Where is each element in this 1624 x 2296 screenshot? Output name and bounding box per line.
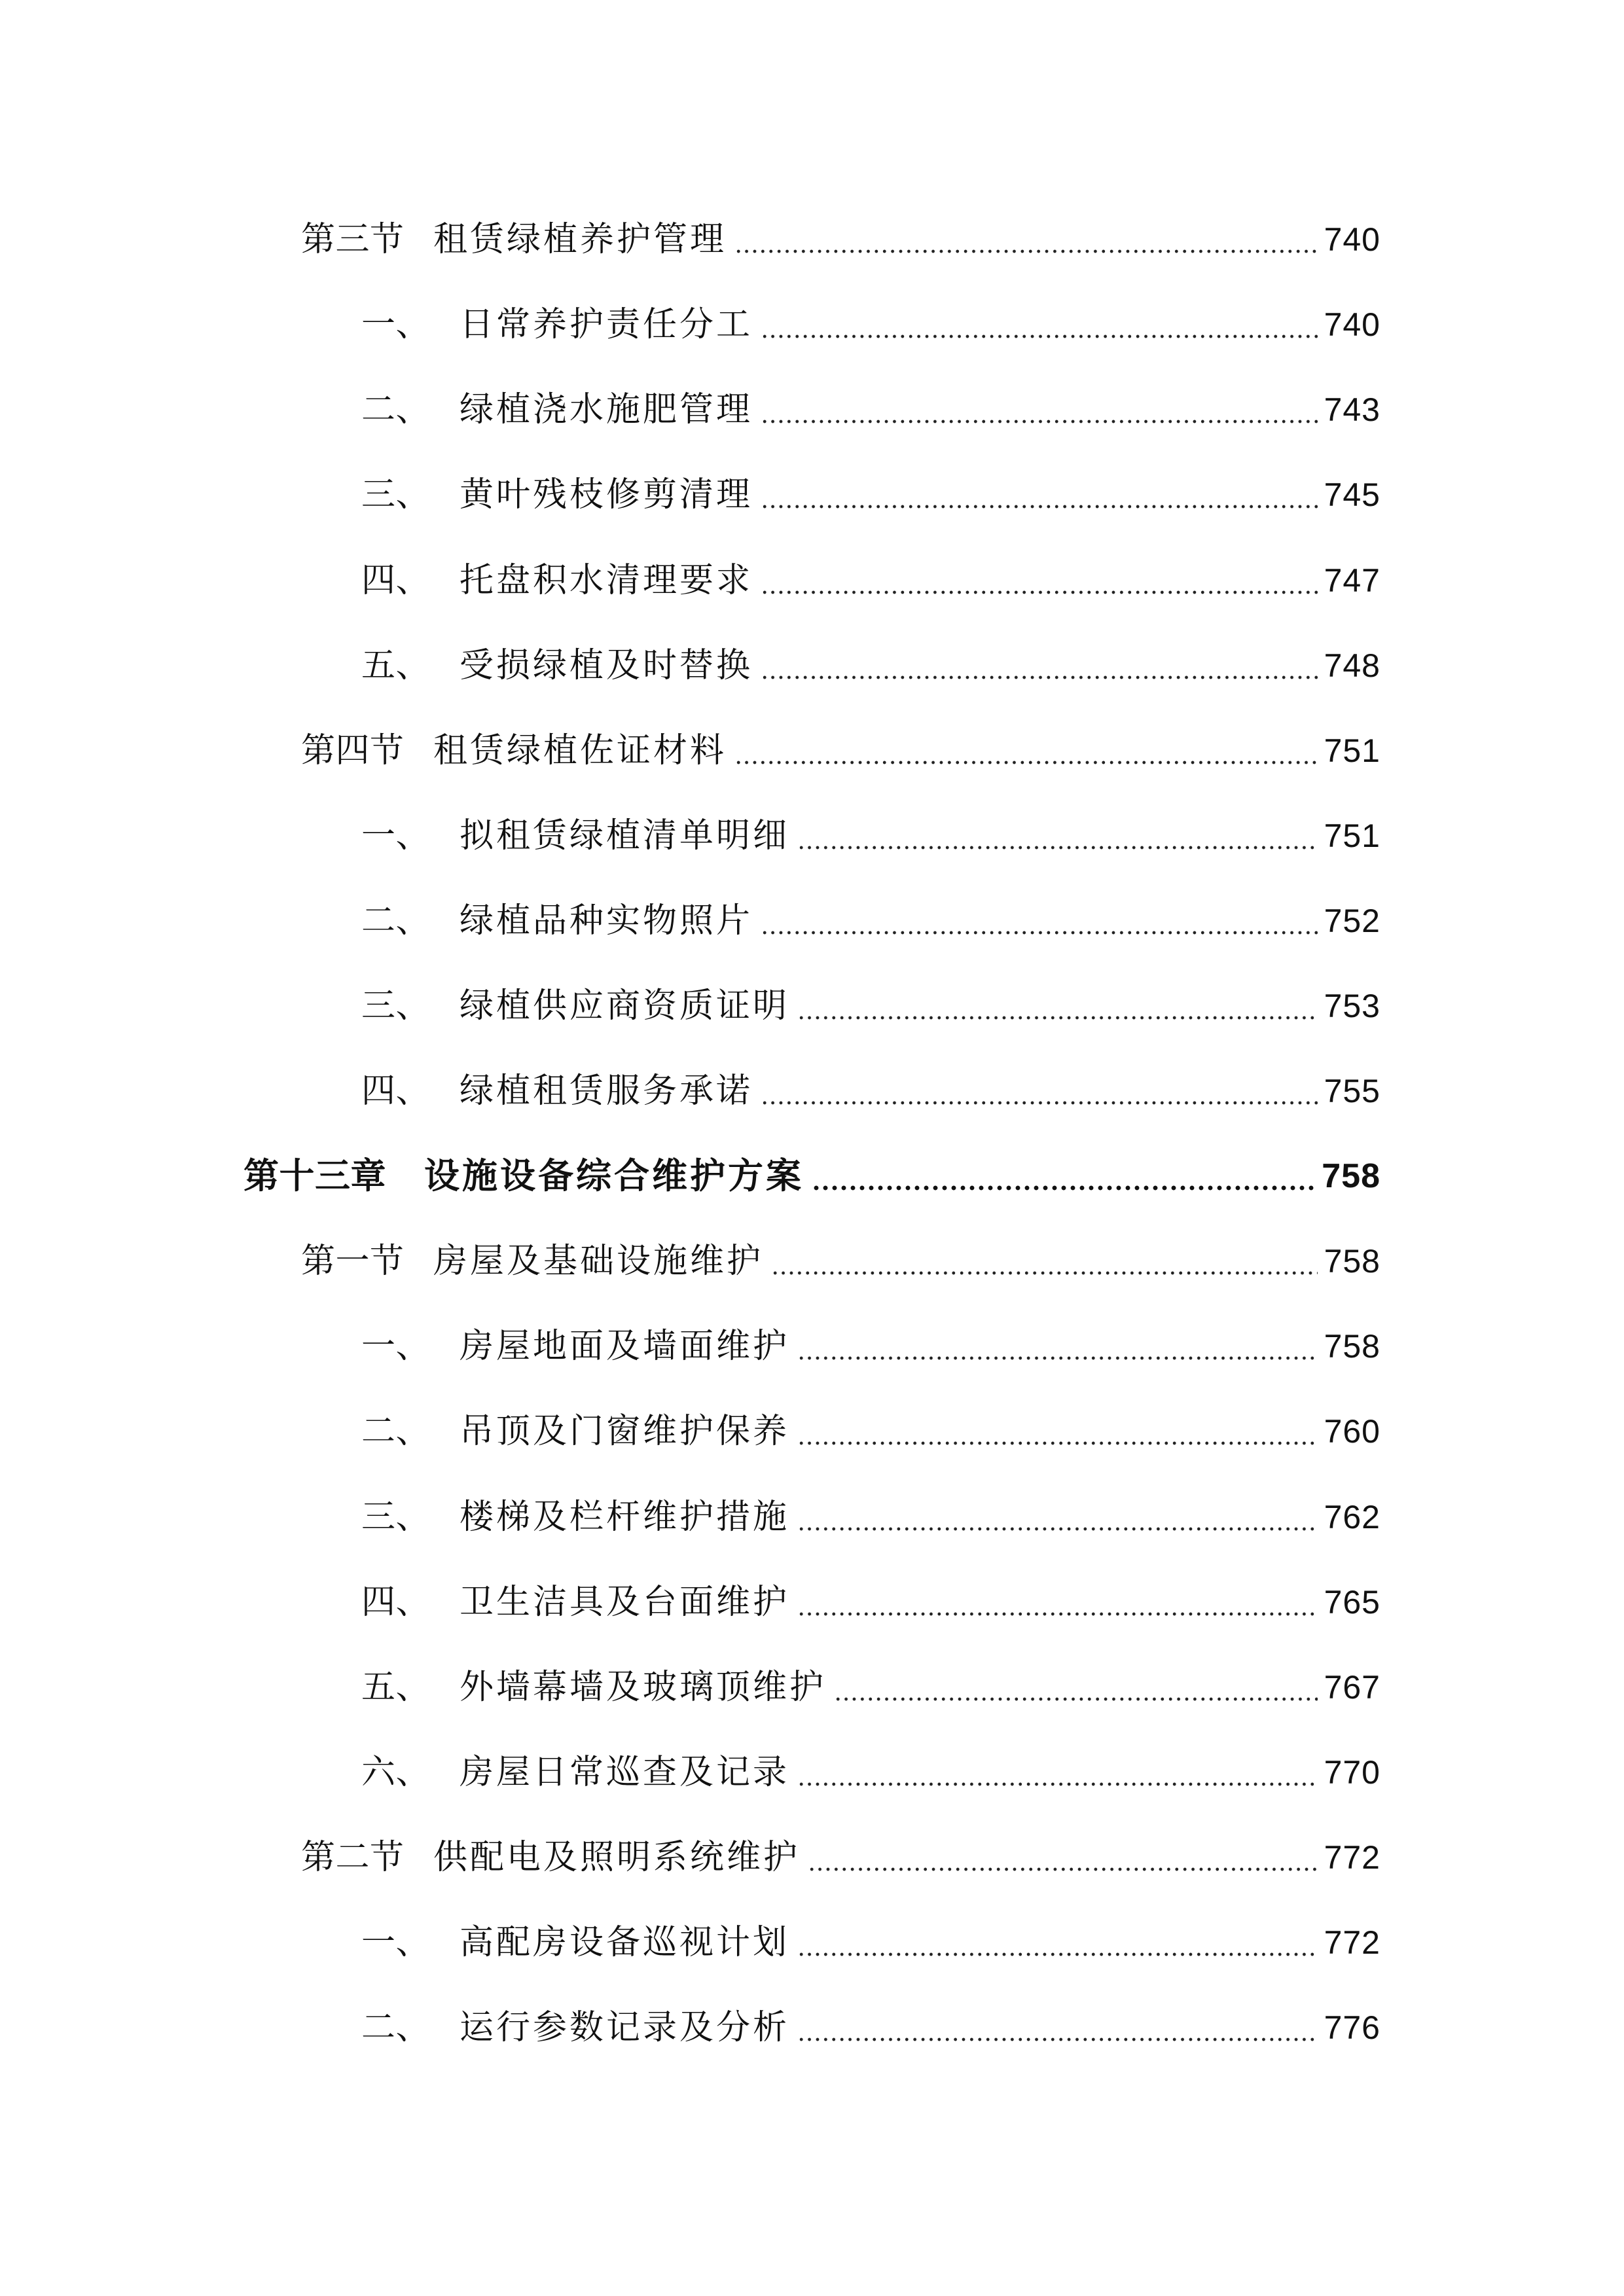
toc-entry-title: 租赁绿植养护管理 [433, 220, 727, 259]
toc-entry-page: 755 [1324, 1073, 1380, 1109]
toc-dot-leader [797, 1405, 1318, 1458]
toc-entry-title: 房屋地面及墙面维护 [460, 1327, 790, 1366]
toc-item-entry[interactable] [361, 639, 1380, 692]
toc-dot-leader [797, 2001, 1318, 2054]
toc-entry-number: 三、 [361, 1498, 431, 1537]
toc-entry-page: 772 [1324, 1839, 1380, 1876]
toc-dot-leader [797, 1491, 1318, 1543]
toc-entry-number: 二、 [361, 2008, 431, 2047]
toc-item-entry[interactable] [361, 2001, 1380, 2054]
toc-entry-page: 762 [1324, 1499, 1380, 1535]
toc-entry-title: 租赁绿植佐证材料 [433, 731, 727, 770]
toc-dot-leader [771, 1235, 1318, 1287]
toc-entry-page: 776 [1324, 2009, 1380, 2046]
toc-entry-number: 第四节 [301, 731, 405, 770]
toc-item-entry[interactable] [361, 1491, 1380, 1543]
toc-dot-leader [761, 298, 1318, 351]
toc-entry-number: 第十三章 [244, 1155, 386, 1196]
toc-entry-page: 760 [1324, 1413, 1380, 1450]
toc-item-entry[interactable] [361, 384, 1380, 436]
toc-entry-number: 三、 [361, 475, 431, 514]
toc-entry-page: 765 [1324, 1584, 1380, 1621]
toc-entry-number: 五、 [361, 1668, 431, 1707]
toc-entry-number: 一、 [361, 1327, 431, 1366]
toc-entry-number: 第二节 [301, 1838, 405, 1877]
toc-entry-number: 一、 [361, 305, 431, 344]
toc-item-entry[interactable] [361, 1320, 1380, 1372]
toc-item-entry[interactable] [361, 554, 1380, 607]
toc-entry-number: 二、 [361, 390, 431, 429]
toc-entry-page: 745 [1324, 476, 1380, 513]
toc-dot-leader [797, 810, 1318, 862]
toc-entry-number: 第三节 [301, 220, 405, 259]
toc-entry-number: 一、 [361, 816, 431, 855]
toc-section-entry[interactable] [301, 725, 1380, 777]
toc-entry-title: 供配电及照明系统维护 [433, 1838, 801, 1877]
toc-entry-number: 四、 [361, 561, 431, 600]
toc-section-entry[interactable] [301, 1235, 1380, 1287]
toc-dot-leader [761, 895, 1318, 947]
toc-entry-title: 绿植供应商资质证明 [460, 986, 790, 1026]
toc-entry-title: 外墙幕墙及玻璃顶维护 [460, 1668, 827, 1707]
toc-entry-title: 绿植租赁服务承诺 [460, 1071, 753, 1111]
toc-entry-number: 六、 [361, 1753, 431, 1792]
toc-dot-leader [797, 1576, 1318, 1628]
toc-dot-leader [797, 1746, 1318, 1799]
toc-entry-title: 高配房设备巡视计划 [460, 1923, 790, 1962]
toc-entry-title: 房屋及基础设施维护 [433, 1242, 764, 1281]
toc-item-entry[interactable] [361, 980, 1380, 1032]
toc-item-entry[interactable] [361, 1746, 1380, 1799]
toc-entry-number: 二、 [361, 901, 431, 941]
toc-entry-page: 758 [1324, 1243, 1380, 1280]
toc-entry-number: 三、 [361, 986, 431, 1026]
toc-item-entry[interactable] [361, 1661, 1380, 1713]
toc-dot-leader [797, 1320, 1318, 1372]
toc-dot-leader [812, 1150, 1315, 1202]
toc-dot-leader [797, 1916, 1318, 1969]
toc-dot-leader [761, 554, 1318, 607]
toc-entry-page: 740 [1324, 306, 1380, 343]
toc-entry-number: 四、 [361, 1071, 431, 1111]
toc-dot-leader [834, 1661, 1318, 1713]
toc-item-entry[interactable] [361, 810, 1380, 862]
toc-item-entry[interactable] [361, 1576, 1380, 1628]
toc-entry-title: 绿植品种实物照片 [460, 901, 753, 941]
toc-entry-number: 二、 [361, 1412, 431, 1451]
toc-entry-page: 751 [1324, 817, 1380, 854]
toc-entry-number: 四、 [361, 1583, 431, 1622]
toc-dot-leader [761, 639, 1318, 692]
toc-entry-title: 绿植浇水施肥管理 [460, 390, 753, 429]
toc-entry-title: 吊顶及门窗维护保养 [460, 1412, 790, 1451]
toc-entry-number: 一、 [361, 1923, 431, 1962]
toc-entry-page: 747 [1324, 562, 1380, 599]
toc-entry-title: 托盘积水清理要求 [460, 561, 753, 600]
toc-item-entry[interactable] [361, 469, 1380, 521]
toc-entry-page: 751 [1324, 732, 1380, 769]
toc-item-entry[interactable] [361, 1065, 1380, 1117]
toc-entry-page: 743 [1324, 391, 1380, 428]
toc-entry-page: 758 [1324, 1328, 1380, 1365]
toc-section-entry[interactable] [301, 1831, 1380, 1884]
toc-entry-title: 卫生洁具及台面维护 [460, 1583, 790, 1622]
toc-entry-page: 740 [1324, 221, 1380, 258]
toc-item-entry[interactable] [361, 298, 1380, 351]
toc-entry-title: 黄叶残枝修剪清理 [460, 475, 753, 514]
toc-entry-title: 拟租赁绿植清单明细 [460, 816, 790, 855]
toc-entry-title: 楼梯及栏杆维护措施 [460, 1498, 790, 1537]
toc-entry-page: 772 [1324, 1924, 1380, 1961]
toc-entry-title: 受损绿植及时替换 [460, 646, 753, 685]
toc-section-entry[interactable] [301, 213, 1380, 266]
toc-entry-number: 五、 [361, 646, 431, 685]
toc-entry-page: 753 [1324, 988, 1380, 1024]
toc-item-entry[interactable] [361, 895, 1380, 947]
toc-entry-title: 设施设备综合维护方案 [424, 1155, 804, 1196]
toc-entry-page: 752 [1324, 903, 1380, 939]
toc-entry-page: 758 [1322, 1157, 1380, 1195]
toc-entry-page: 770 [1324, 1754, 1380, 1791]
toc-entry-page: 767 [1324, 1669, 1380, 1706]
toc-entry-title: 运行参数记录及分析 [460, 2008, 790, 2047]
toc-entry-title: 房屋日常巡查及记录 [460, 1753, 790, 1792]
toc-dot-leader [761, 384, 1318, 436]
toc-entry-number: 第一节 [301, 1242, 405, 1281]
toc-dot-leader [734, 725, 1318, 777]
toc-dot-leader [797, 980, 1318, 1032]
toc-entry-title: 日常养护责任分工 [460, 305, 753, 344]
toc-entry-page: 748 [1324, 647, 1380, 684]
toc-dot-leader [734, 213, 1318, 266]
toc-chapter-entry[interactable] [244, 1150, 1380, 1202]
toc-item-entry[interactable] [361, 1405, 1380, 1458]
toc-dot-leader [761, 1065, 1318, 1117]
toc-dot-leader [761, 469, 1318, 521]
toc-item-entry[interactable] [361, 1916, 1380, 1969]
toc-dot-leader [808, 1831, 1318, 1884]
